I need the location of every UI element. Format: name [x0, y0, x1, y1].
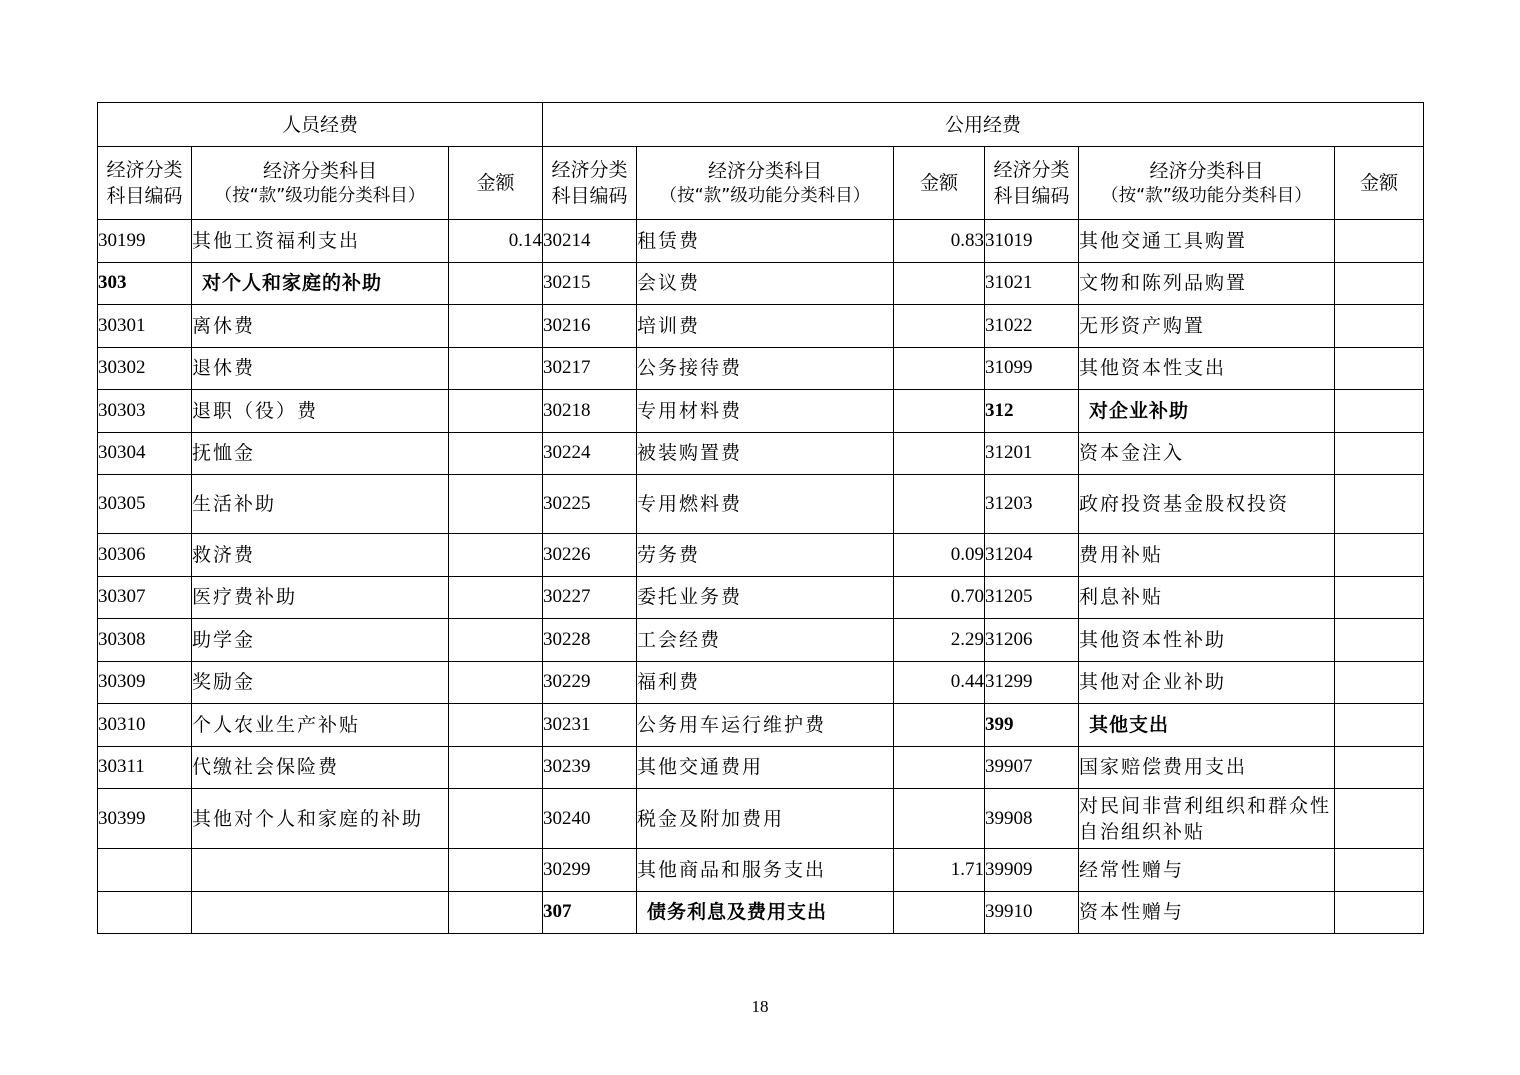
code-cell: 30231 [543, 704, 637, 747]
header-amount: 金额 [1335, 147, 1424, 220]
amount-cell [1335, 619, 1424, 662]
header-code: 经济分类 科目编码 [985, 147, 1079, 220]
name-cell: 离休费 [192, 305, 449, 348]
amount-cell [894, 390, 985, 433]
code-cell: 31204 [985, 534, 1079, 577]
header-amount: 金额 [894, 147, 985, 220]
code-cell: 30214 [543, 220, 637, 263]
code-cell: 30307 [98, 576, 192, 619]
code-cell: 399 [985, 704, 1079, 747]
name-cell: 专用材料费 [637, 390, 894, 433]
name-cell: 救济费 [192, 534, 449, 577]
code-cell: 30229 [543, 661, 637, 704]
table-row [98, 849, 1424, 892]
table-row [98, 746, 1424, 789]
code-cell: 30216 [543, 305, 637, 348]
amount-cell [449, 891, 543, 934]
table-row [98, 475, 1424, 534]
amount-cell [449, 534, 543, 577]
amount-cell: 0.83 [894, 220, 985, 263]
amount-cell [1335, 432, 1424, 475]
header-name: 经济分类科目 （按“款”级功能分类科目） [192, 147, 449, 220]
code-cell: 30239 [543, 746, 637, 789]
name-cell: 其他支出 [1079, 704, 1335, 747]
column-header-row [98, 147, 1424, 220]
name-cell: 对个人和家庭的补助 [192, 262, 449, 305]
code-cell: 30226 [543, 534, 637, 577]
name-cell [192, 891, 449, 934]
amount-cell [449, 347, 543, 390]
code-cell: 30225 [543, 475, 637, 534]
code-cell: 30309 [98, 661, 192, 704]
amount-cell [894, 347, 985, 390]
name-cell: 其他对企业补助 [1079, 661, 1335, 704]
amount-cell [449, 619, 543, 662]
name-cell: 生活补助 [192, 475, 449, 534]
code-cell: 30218 [543, 390, 637, 433]
table-body [98, 103, 1424, 934]
name-cell: 劳务费 [637, 534, 894, 577]
code-cell [98, 849, 192, 892]
table-row [98, 390, 1424, 433]
header-name: 经济分类科目 （按“款”级功能分类科目） [1079, 147, 1335, 220]
amount-cell [1335, 891, 1424, 934]
amount-cell [894, 704, 985, 747]
code-cell: 30228 [543, 619, 637, 662]
code-cell: 312 [985, 390, 1079, 433]
name-cell: 退职（役）费 [192, 390, 449, 433]
name-cell: 其他交通工具购置 [1079, 220, 1335, 263]
code-cell: 30217 [543, 347, 637, 390]
name-cell: 费用补贴 [1079, 534, 1335, 577]
name-cell: 其他资本性支出 [1079, 347, 1335, 390]
code-cell: 30240 [543, 789, 637, 849]
header-amount: 金额 [449, 147, 543, 220]
code-cell: 31021 [985, 262, 1079, 305]
amount-cell [449, 661, 543, 704]
code-cell: 30199 [98, 220, 192, 263]
name-cell: 其他资本性补助 [1079, 619, 1335, 662]
amount-cell [1335, 220, 1424, 263]
name-cell: 助学金 [192, 619, 449, 662]
code-cell [98, 891, 192, 934]
code-cell: 31022 [985, 305, 1079, 348]
amount-cell [1335, 576, 1424, 619]
name-cell: 会议费 [637, 262, 894, 305]
amount-cell: 0.70 [894, 576, 985, 619]
page-number: 18 [751, 997, 769, 1016]
name-cell: 对企业补助 [1079, 390, 1335, 433]
header-name: 经济分类科目 （按“款”级功能分类科目） [637, 147, 894, 220]
amount-cell: 0.14 [449, 220, 543, 263]
code-cell: 30308 [98, 619, 192, 662]
amount-cell [894, 475, 985, 534]
table-row [98, 347, 1424, 390]
table-row [98, 432, 1424, 475]
code-cell: 39907 [985, 746, 1079, 789]
code-cell: 31201 [985, 432, 1079, 475]
table-row [98, 789, 1424, 849]
name-cell: 租赁费 [637, 220, 894, 263]
amount-cell [1335, 789, 1424, 849]
code-cell: 30224 [543, 432, 637, 475]
budget-table [97, 102, 1424, 934]
code-cell: 39909 [985, 849, 1079, 892]
code-cell: 30215 [543, 262, 637, 305]
name-cell: 资本性赠与 [1079, 891, 1335, 934]
amount-cell [449, 432, 543, 475]
name-cell: 税金及附加费用 [637, 789, 894, 849]
table-row [98, 891, 1424, 934]
table-row [98, 262, 1424, 305]
amount-cell [1335, 347, 1424, 390]
code-cell: 31019 [985, 220, 1079, 263]
amount-cell [1335, 849, 1424, 892]
amount-cell [894, 305, 985, 348]
name-cell: 福利费 [637, 661, 894, 704]
table-row [98, 661, 1424, 704]
amount-cell [894, 432, 985, 475]
amount-cell [449, 849, 543, 892]
amount-cell [1335, 475, 1424, 534]
amount-cell [1335, 390, 1424, 433]
name-cell: 国家赔偿费用支出 [1079, 746, 1335, 789]
code-cell: 303 [98, 262, 192, 305]
name-cell: 专用燃料费 [637, 475, 894, 534]
table-row [98, 220, 1424, 263]
code-cell: 30306 [98, 534, 192, 577]
code-cell: 30302 [98, 347, 192, 390]
amount-cell [449, 746, 543, 789]
amount-cell: 0.44 [894, 661, 985, 704]
code-cell: 30399 [98, 789, 192, 849]
name-cell: 个人农业生产补贴 [192, 704, 449, 747]
name-cell: 奖励金 [192, 661, 449, 704]
header-code: 经济分类 科目编码 [98, 147, 192, 220]
name-cell: 资本金注入 [1079, 432, 1335, 475]
name-cell: 工会经费 [637, 619, 894, 662]
section-public: 公用经费 [543, 103, 1424, 147]
table-row [98, 305, 1424, 348]
code-cell: 307 [543, 891, 637, 934]
name-cell: 公务接待费 [637, 347, 894, 390]
amount-cell [449, 789, 543, 849]
amount-cell [449, 262, 543, 305]
amount-cell [1335, 661, 1424, 704]
amount-cell [894, 789, 985, 849]
amount-cell [449, 305, 543, 348]
name-cell: 被装购置费 [637, 432, 894, 475]
name-cell [192, 849, 449, 892]
name-cell: 抚恤金 [192, 432, 449, 475]
amount-cell [1335, 704, 1424, 747]
name-cell: 培训费 [637, 305, 894, 348]
code-cell: 39910 [985, 891, 1079, 934]
amount-cell: 1.71 [894, 849, 985, 892]
table-row [98, 576, 1424, 619]
section-header-row [98, 103, 1424, 147]
name-cell: 其他工资福利支出 [192, 220, 449, 263]
amount-cell: 0.09 [894, 534, 985, 577]
name-cell: 退休费 [192, 347, 449, 390]
code-cell: 30303 [98, 390, 192, 433]
code-cell: 31299 [985, 661, 1079, 704]
name-cell: 利息补贴 [1079, 576, 1335, 619]
amount-cell [894, 262, 985, 305]
name-cell: 经常性赠与 [1079, 849, 1335, 892]
code-cell: 30227 [543, 576, 637, 619]
code-cell: 31099 [985, 347, 1079, 390]
amount-cell [1335, 534, 1424, 577]
amount-cell [1335, 305, 1424, 348]
name-cell: 无形资产购置 [1079, 305, 1335, 348]
code-cell: 30305 [98, 475, 192, 534]
amount-cell [449, 475, 543, 534]
code-cell: 30301 [98, 305, 192, 348]
code-cell: 30311 [98, 746, 192, 789]
code-cell: 30304 [98, 432, 192, 475]
name-cell: 政府投资基金股权投资 [1079, 475, 1335, 534]
name-cell: 医疗费补助 [192, 576, 449, 619]
code-cell: 30299 [543, 849, 637, 892]
name-cell: 其他对个人和家庭的补助 [192, 789, 449, 849]
header-code: 经济分类 科目编码 [543, 147, 637, 220]
name-cell: 文物和陈列品购置 [1079, 262, 1335, 305]
code-cell: 31205 [985, 576, 1079, 619]
name-cell: 对民间非营利组织和群众性自治组织补贴 [1079, 789, 1335, 849]
amount-cell [449, 576, 543, 619]
amount-cell [1335, 746, 1424, 789]
name-cell: 公务用车运行维护费 [637, 704, 894, 747]
section-personnel: 人员经费 [98, 103, 543, 147]
name-cell: 委托业务费 [637, 576, 894, 619]
code-cell: 39908 [985, 789, 1079, 849]
name-cell: 其他商品和服务支出 [637, 849, 894, 892]
table-row [98, 704, 1424, 747]
amount-cell [894, 891, 985, 934]
amount-cell [1335, 262, 1424, 305]
amount-cell [449, 704, 543, 747]
name-cell: 代缴社会保险费 [192, 746, 449, 789]
amount-cell [894, 746, 985, 789]
code-cell: 31206 [985, 619, 1079, 662]
table-row [98, 534, 1424, 577]
name-cell: 其他交通费用 [637, 746, 894, 789]
amount-cell [449, 390, 543, 433]
table-row [98, 619, 1424, 662]
code-cell: 30310 [98, 704, 192, 747]
name-cell: 债务利息及费用支出 [637, 891, 894, 934]
code-cell: 31203 [985, 475, 1079, 534]
amount-cell: 2.29 [894, 619, 985, 662]
